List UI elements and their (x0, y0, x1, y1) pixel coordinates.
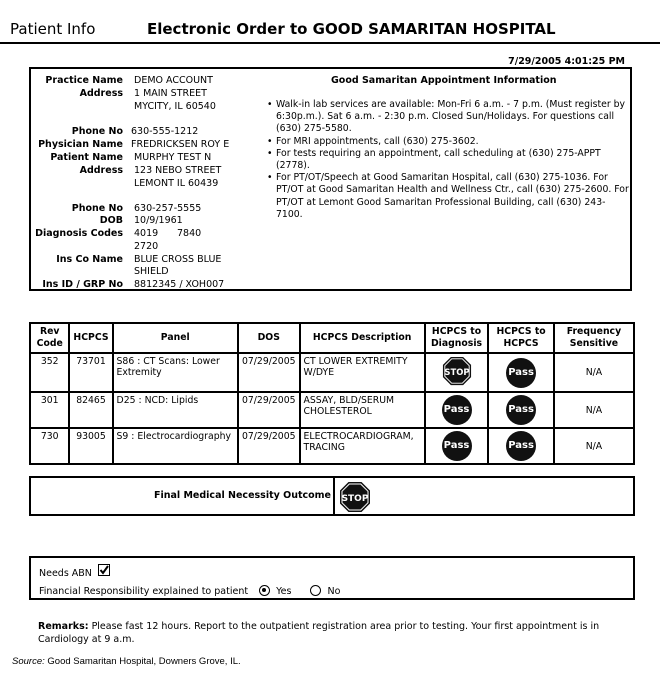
no-radio[interactable] (310, 585, 321, 596)
table-row (30, 353, 634, 392)
source-note (12, 656, 241, 667)
ins-co-line1: BLUE CROSS BLUE (134, 254, 222, 265)
pass-icon: Pass (442, 431, 472, 461)
patient-phone-label: Phone No (71, 203, 123, 214)
ins-id-label: Ins ID / GRP No (42, 279, 123, 290)
practice-name-label: Practice Name (45, 75, 123, 86)
panel-cell: S86 : CT Scans: Lower Extremity (113, 353, 238, 392)
description-cell: CT LOWER EXTREMITY W/DYE (300, 353, 425, 392)
dos-cell: 07/29/2005 (238, 428, 300, 464)
practice-phone-label: Phone No (71, 126, 123, 137)
col-hcpcs-to-diagnosis: HCPCS to Diagnosis (425, 323, 489, 353)
patient-address-line1: 123 NEBO STREET (134, 165, 222, 176)
col-hcpcs: HCPCS (69, 323, 112, 353)
diagnosis-codes-label: Diagnosis Codes (35, 228, 123, 239)
patient-details-box (29, 67, 632, 291)
patient-address-label: Address (79, 165, 123, 176)
remarks-label: Remarks: (38, 621, 89, 632)
hcpcs-to-hcpcs-cell (488, 353, 554, 392)
pass-icon: Pass (506, 358, 536, 388)
rev-code-cell: 730 (30, 428, 69, 464)
svg-text:STOP: STOP (443, 366, 470, 377)
col-rev-code: Rev Code (30, 323, 69, 353)
ins-co-line2: SHIELD (134, 266, 169, 277)
col-panel: Panel (113, 323, 238, 353)
needs-abn-row (39, 564, 110, 579)
hcpcs-cell: 73701 (69, 353, 112, 392)
patient-phone-value: 630-257-5555 (134, 203, 202, 214)
frequency-cell: N/A (554, 392, 634, 428)
pass-icon: Pass (442, 395, 472, 425)
practice-address-line2: MYCITY, IL 60540 (134, 101, 216, 112)
physician-name-value: FREDRICKSEN ROY E (131, 139, 230, 150)
frequency-cell: N/A (554, 353, 634, 392)
page-title: Electronic Order to GOOD SAMARITAN HOSPITAL (147, 20, 556, 38)
hcpcs-to-hcpcs-cell (488, 392, 554, 428)
financial-responsibility-row (39, 583, 340, 597)
col-dos: DOS (238, 323, 300, 353)
hcpcs-to-diagnosis-cell (425, 428, 489, 464)
financial-responsibility-label: Financial Responsibility explained to patient (39, 586, 249, 597)
frequency-cell: N/A (554, 428, 634, 464)
panel-cell: S9 : Electrocardiography (113, 428, 238, 464)
ins-id-value: 8812345 / XOH007 (134, 279, 225, 290)
ins-co-label: Ins Co Name (56, 254, 123, 265)
source-text: Good Samaritan Hospital, Downers Grove, IL. (47, 656, 241, 667)
needs-abn-checkbox[interactable] (98, 564, 110, 576)
hcpcs-to-diagnosis-cell (425, 392, 489, 428)
patient-address-line2: LEMONT IL 60439 (134, 178, 219, 189)
practice-address-label: Address (79, 88, 123, 99)
practice-address-line1: 1 MAIN STREET (134, 88, 207, 99)
yes-label: Yes (276, 586, 292, 597)
dos-cell: 07/29/2005 (238, 392, 300, 428)
patient-info-label: Patient Info (10, 20, 96, 38)
final-outcome-text: STOP (341, 494, 369, 504)
diagnosis-code-3: 2720 (134, 241, 159, 252)
patient-name-value: MURPHY TEST N (134, 152, 212, 163)
description-cell: ELECTROCARDIOGRAM, TRACING (300, 428, 425, 464)
rev-code-cell: 301 (30, 392, 69, 428)
dos-cell: 07/29/2005 (238, 353, 300, 392)
appointment-info-list (267, 99, 631, 221)
table-row (30, 428, 634, 464)
patient-name-label: Patient Name (50, 152, 123, 163)
physician-name-label: Physician Name (38, 139, 123, 150)
col-hcpcs-to-hcpcs: HCPCS to HCPCS (488, 323, 554, 353)
info-bullet: • For tests requiring an appointment, call scheduling at (630) 275-APPT (2778). (267, 148, 631, 172)
stop-icon (442, 356, 472, 386)
description-cell: ASSAY, BLD/SERUM CHOLESTEROL (300, 392, 425, 428)
diagnosis-code-1: 4019 (134, 228, 159, 239)
diagnosis-code-2: 7840 (177, 228, 202, 239)
col-hcpcs-description: HCPCS Description (300, 323, 425, 353)
source-label: Source: (12, 656, 45, 667)
info-bullet: • For PT/OT/Speech at Good Samaritan Hospital, call (630) 275-1036. For PT/OT at Good Samaritan Health and Wellness Ctr., call (630) 275-2600. For PT/OT at Lemont Good Samaritan Professional Building, call (630) 243-7100. (267, 172, 631, 221)
dob-label: DOB (99, 215, 123, 226)
hcpcs-to-hcpcs-cell (488, 428, 554, 464)
col-frequency-sensitive: Frequency Sensitive (554, 323, 634, 353)
pass-icon: Pass (506, 395, 536, 425)
dob-value: 10/9/1961 (134, 215, 183, 226)
practice-name-value: DEMO ACCOUNT (134, 75, 213, 86)
pass-icon: Pass (506, 431, 536, 461)
table-row (30, 392, 634, 428)
info-bullet: • Walk-in lab services are available: Mon-Fri 6 a.m. - 7 p.m. (Must register by 6:30p.m.). Sat 6 a.m. - 2:30 p.m. Closed Sun/Holidays. For questions call (630) 275-5580. (267, 99, 631, 136)
remarks-text: Please fast 12 hours. Report to the outpatient registration area prior to testing. Your first appointment is in Cardiology at 9 a.m. (38, 621, 600, 645)
final-outcome-label: Final Medical Necessity Outcome (31, 478, 335, 514)
yes-radio[interactable] (259, 585, 270, 596)
info-bullet: • For MRI appointments, call (630) 275-3602. (267, 136, 631, 148)
panel-cell: D25 : NCD: Lipids (113, 392, 238, 428)
hcpcs-cell: 82465 (69, 392, 112, 428)
needs-abn-label: Needs ABN (39, 568, 92, 579)
remarks (38, 621, 648, 646)
order-timestamp: 7/29/2005 4:01:25 PM (508, 56, 625, 67)
practice-phone-value: 630-555-1212 (131, 126, 199, 137)
no-label: No (327, 586, 341, 597)
table-header-row (30, 323, 634, 353)
header-divider (0, 42, 660, 44)
rev-code-cell: 352 (30, 353, 69, 392)
final-outcome-box (29, 476, 635, 516)
hcpcs-to-diagnosis-cell (425, 353, 489, 392)
order-table (29, 322, 635, 465)
appointment-info-title: Good Samaritan Appointment Information (331, 75, 557, 86)
hcpcs-cell: 93005 (69, 428, 112, 464)
final-outcome-stop-icon (339, 481, 371, 517)
abn-box (29, 556, 635, 600)
